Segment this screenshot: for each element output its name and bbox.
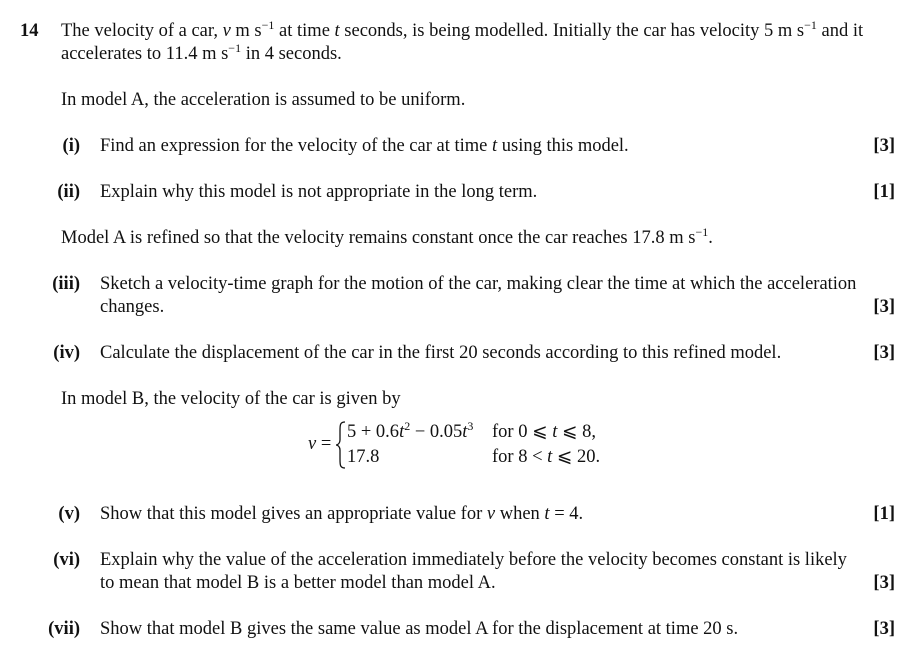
part-label: (v) [58,504,80,524]
piecewise-equation [303,421,643,471]
intro-line-1: The velocity of a car, v m $s^{-1}$ at time t seconds, is being modelled. Initially the car has velocity 5 m $s^{-1}$ and it [61,18,864,41]
part-text-line-1: Explain why the value of the acceleration immediately before the velocity becomes constant is likely [100,550,847,570]
part-label: (iv) [53,343,80,363]
part-label: (ii) [57,182,80,202]
part-text-line-2: to mean that model B is a better model than model A. [100,573,496,593]
equation-lhs: v = [308,434,332,454]
part-marks: [3] [873,573,895,593]
part-label: (iii) [52,274,80,294]
part-text: Find an expression for the velocity of the car at time t using this model. [100,136,629,156]
equation-row-2: 17.8 [347,447,380,467]
equation-row-1: $5 + 0.6t^2 - 0.05t^3$ [347,419,474,442]
equation-condition-2: for 8 < t ⩽ 20. [492,447,601,467]
part-marks: [3] [873,619,895,639]
part-marks: [1] [873,504,895,524]
part-text-line-1: Sketch a velocity-time graph for the motion of the car, making clear the time at which the acceleration [100,274,857,294]
part-label: (i) [62,136,80,156]
equation-brace [335,421,347,476]
refine-text: Model A is refined so that the velocity remains constant once the car reaches 17.8 m $s^{-1}$. [61,225,713,248]
part-marks: [3] [873,343,895,363]
intro-line-2: accelerates to 11.4 m $s^{-1}$ in 4 seconds. [61,41,342,64]
model-b-text: In model B, the velocity of the car is given by [61,389,401,409]
part-marks: [3] [873,136,895,156]
equation-condition-1: for 0 ⩽ t ⩽ 8, [492,422,596,442]
part-text: Explain why this model is not appropriate in the long term. [100,182,538,202]
part-marks: [1] [873,182,895,202]
part-text: Show that this model gives an appropriate value for v when t = 4. [100,504,584,524]
part-marks: [3] [873,297,895,317]
part-text: Calculate the displacement of the car in the first 20 seconds according to this refined model. [100,343,782,363]
question-number: 14 [20,21,39,41]
part-text-line-2: changes. [100,297,165,317]
model-a-text: In model A, the acceleration is assumed to be uniform. [61,90,466,110]
part-label: (vii) [48,619,80,639]
part-label: (vi) [53,550,80,570]
part-text: Show that model B gives the same value as model A for the displacement at time 20 s. [100,619,739,639]
brace-icon [335,421,347,469]
